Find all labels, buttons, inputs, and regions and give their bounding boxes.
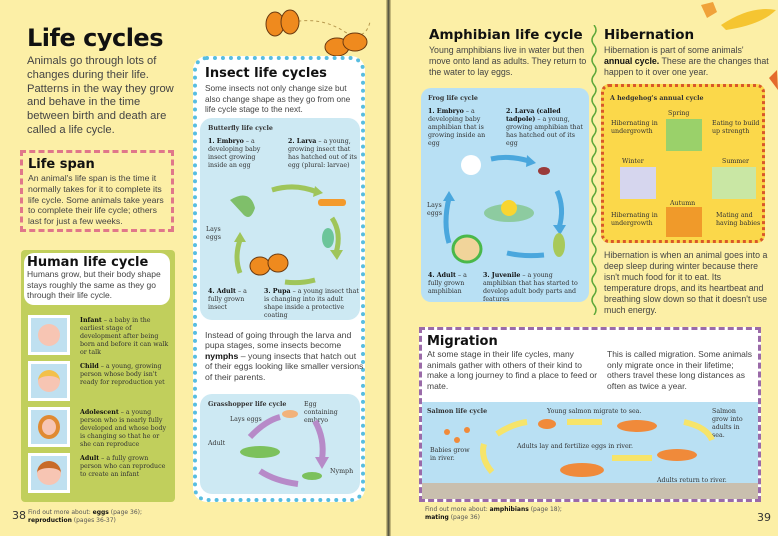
autumn-picture [666,207,702,237]
butterfly-cycle-arrows [220,178,350,288]
child-face [28,361,70,401]
insect-text: Some insects not only change size but also change shape as they go from one life cycle stage to the next. [205,83,351,114]
salmon-cycle-arrows [422,402,758,499]
migration-text-1: At some stage in their life cycles, many animals gather with others of their kind to make a long journey to find a place to feed or mate. [427,349,598,391]
human-stage: Child – a young, growing person whose body isn't ready for reproduction yet [28,361,173,407]
find-out-more: Find out more about: amphibians (page 18); mating (page 36) [425,506,562,521]
amphibian-text: Young amphibians live in water but then move onto land as adults. They return to the water to lay eggs. [429,45,587,77]
nymph-text: Instead of going through the larva and pupa stages, some insects become nymphs – young insects that hatch out of their eggs looking like smaller versions of their parents. [205,330,364,382]
hibernation-text-2: Hibernation is when an animal goes into a deep sleep during winter because there isn't much food for it to eat. Its temperature drops, and its heartbeat and breathing slow down so that it doesn't use much energy. [604,250,768,315]
human-stage: Infant – a baby in the earliest stage of development after being born and before it can walk or talk [28,315,173,361]
salmon-diagram: Salmon life cycle Young salmon migrate to sea. Salmon grow into adults in sea. Adults return to river. Adults lay and fertilize eggs in river. Babies grow in river. [422,402,758,499]
migration-text-2: This is called migration. Some animals only migrate once in their lifetime; others travel these long distances as often as twice a year. [607,349,753,391]
wavy-divider [590,25,598,315]
migration-title: Migration [427,334,498,349]
winter-picture [620,167,656,199]
human-text: Humans grow, but their body shape stays roughly the same as they go through their life cycle. [27,269,161,300]
frog-diagram: Frog life cycle 1. Embryo – a developing baby amphibian that is growing inside an egg 2. Larva (called tadpole) – a young, growing amphibian that has hatched out of its egg Lays eggs 4. Adult – a fully grown amphibian 3. Juvenile – a young amphibian that has started to develop adult body parts and features [421,88,589,302]
summer-picture [712,167,756,199]
migration-box [419,327,761,502]
link-eggs[interactable]: eggs [92,509,109,516]
spring-picture [666,119,702,151]
page-number: 39 [757,511,771,524]
human-stage: Adult – a fully grown person who can reproduce to create an infant [28,453,173,499]
hedgehog-diagram: A hedgehog's annual cycle Spring Summer Autumn Winter Hibernating in undergrowth Eating to build up strength Mating and having babies Hibernating in undergrowth [601,84,765,243]
find-out-more: Find out more about: eggs (page 36); reproduction (pages 36-37) [28,509,142,524]
life-span-title: Life span [28,157,95,172]
page-title: Life cycles [27,24,163,52]
life-span-text: An animal's life span is the time it normally takes for it to complete its life cycle. Some animals take years to complete their life cycle; others last for just a few weeks. [28,173,164,227]
adolescent-face [28,407,70,447]
adult-face [28,453,70,493]
amphibian-title: Amphibian life cycle [429,27,583,43]
hibernation-text: Hibernation is part of some animals' annual cycle. These are the changes that happen to it over one year. [604,45,769,77]
right-page [391,0,778,536]
insect-box [193,56,365,502]
hibernation-title: Hibernation [604,27,695,43]
human-title: Human life cycle [27,255,149,270]
butterfly-illustration [255,2,375,62]
link-mating[interactable]: mating [425,514,449,521]
human-stages [28,315,173,499]
insect-title: Insect life cycles [205,66,327,81]
page-number: 38 [12,509,26,522]
link-reproduction[interactable]: reproduction [28,517,72,524]
grasshopper-cycle-arrows [210,409,350,494]
butterfly-diagram: Butterfly life cycle 1. Embryo – a developing baby insect growing inside an egg 2. Larva – a young, growing insect that has hatched out of its egg (plural: larvae) Lays eggs 4. Adult – a fully grown insect 3. Pupa – a young insect that is changing into its adult shape inside a protective coating [200,118,360,320]
infant-face [28,315,70,355]
grasshopper-diagram: Grasshopper life cycle Egg containing embryo Lays eggs Adult Nymph [200,394,360,494]
frog-cycle-arrows [439,153,584,268]
life-span-box [20,150,174,232]
intro-text: Animals go through lots of changes during their life. Patterns in the way they grow and behave in the time between birth and death are called a life cycle. [27,55,174,136]
human-stage: Adolescent – a young person who is nearly fully developed and whose body is changing so that he or she can reproduce [28,407,173,453]
link-amphibians[interactable]: amphibians [489,506,529,513]
